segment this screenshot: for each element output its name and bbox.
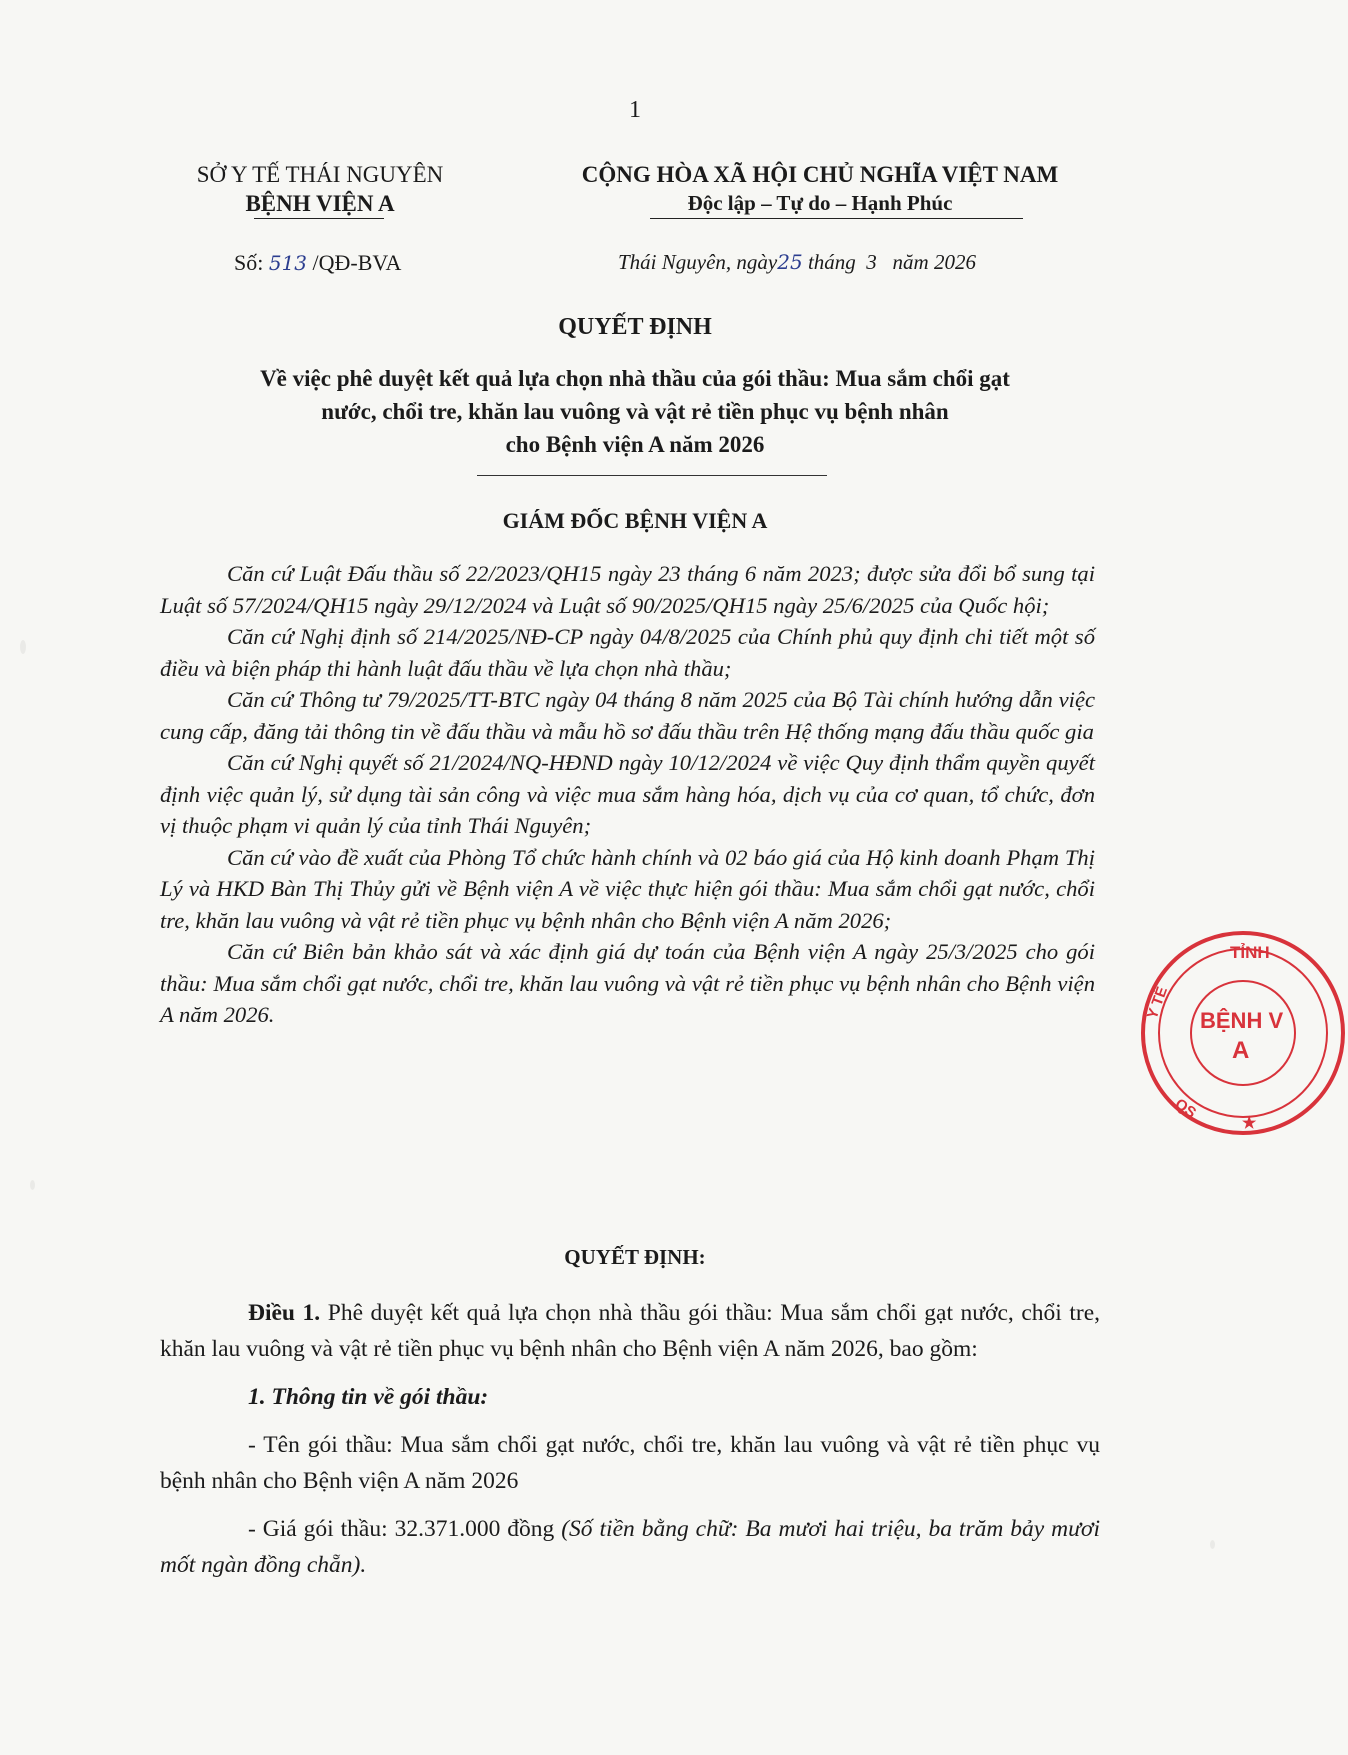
- package-price-in-words: (Số tiền bằng chữ: Ba mươi hai triệu, ba trăm bảy mươi mốt ngàn đồng chẵn).: [160, 1516, 1101, 1578]
- subject-line: Về việc phê duyệt kết quả lựa chọn nhà thầu của gói thầu: Mua sắm chổi gạt: [260, 366, 1010, 391]
- place-date: [618, 250, 976, 275]
- seal-inner-ring: [1159, 949, 1327, 1117]
- package-name: - Tên gói thầu: Mua sắm chổi gạt nước, chổi tre, khăn lau vuông và vật rẻ tiền phục vụ bệnh nhân cho Bệnh viện A năm 2026: [160, 1432, 1100, 1494]
- decision-number: [234, 250, 401, 276]
- decision-number-suffix: /QĐ-BVA: [312, 250, 402, 275]
- national-title: CỘNG HÒA XÃ HỘI CHỦ NGHĨA VIỆT NAM: [581, 162, 1059, 187]
- place-date-day-handwritten: 25: [777, 250, 803, 274]
- official-seal: [1138, 928, 1348, 1138]
- legal-basis-item: Căn cứ Nghị định số 214/2025/NĐ-CP ngày 04/8/2025 của Chính phủ quy định chi tiết một số điều và biện pháp thi hành luật đấu thầu về lựa chọn nhà thầu;: [160, 624, 1095, 681]
- decision-number-handwritten: 513: [268, 251, 308, 275]
- motto-underline: [650, 218, 1023, 219]
- legal-basis-item: Căn cứ Luật Đấu thầu số 22/2023/QH15 ngày 23 tháng 6 năm 2023; được sửa đổi bổ sung tại Luật số 57/2024/QH15 ngày 29/12/2024 và Luật số 90/2025/QH15 ngày 25/6/2025 của Quốc hội;: [160, 561, 1095, 618]
- seal-star: ★: [1242, 1115, 1257, 1132]
- decision-number-prefix: Số:: [234, 250, 264, 275]
- article-1-label: Điều 1.: [248, 1300, 321, 1326]
- seal-center-ring: [1191, 981, 1295, 1085]
- scan-mark: [1210, 1540, 1215, 1549]
- seal-text-center: BỆNH V: [1200, 1008, 1284, 1033]
- document-subject: [160, 362, 1110, 461]
- authority-heading: GIÁM ĐỐC BỆNH VIỆN A: [502, 508, 768, 533]
- seal-text-top: TỈNH: [1230, 943, 1270, 962]
- seal-text-bottom: QS: [1171, 1095, 1200, 1122]
- national-header: [540, 160, 1100, 218]
- legal-basis-item: Căn cứ vào đề xuất của Phòng Tổ chức hành chính và 02 báo giá của Hộ kinh doanh Phạm Thị Lý và HKD Bàn Thị Thủy gửi về Bệnh viện A về việc thực hiện gói thầu: Mua sắm chổi gạt nước, chổi tre, khăn lau vuông và vật rẻ tiền phục vụ bệnh nhân cho Bệnh viện A năm 2026;: [160, 844, 1095, 933]
- package-price-text: - Giá gói thầu: 32.371.000 đồng: [248, 1516, 555, 1542]
- article-1-text: Phê duyệt kết quả lựa chọn nhà thầu gói thầu: Mua sắm chổi gạt nước, chổi tre, khăn lau vuông và vật rẻ tiền phục vụ bệnh nhân cho Bệnh viện A năm 2026, bao gồm:: [160, 1300, 1101, 1362]
- issuer-underline: [254, 218, 384, 219]
- decision-body: [160, 1295, 1100, 1583]
- scan-mark: [20, 640, 26, 654]
- page-number: 1: [629, 97, 641, 123]
- issuer-agency: SỞ Y TẾ THÁI NGUYÊN: [196, 162, 444, 187]
- seal-text-center-2: A: [1232, 1037, 1250, 1064]
- legal-basis-item: Căn cứ Biên bản khảo sát và xác định giá dự toán của Bệnh viện A ngày 25/3/2025 cho gói thầu: Mua sắm chổi gạt nước, chổi tre, khăn lau vuông và vật rẻ tiền phục vụ bệnh nhân cho Bệnh viện A năm 2026.: [160, 939, 1095, 1027]
- national-motto: Độc lập – Tự do – Hạnh Phúc: [687, 191, 953, 215]
- issuer-block: [150, 160, 490, 218]
- scan-mark: [30, 1180, 35, 1190]
- subject-line: nước, chổi tre, khăn lau vuông và vật rẻ tiền phục vụ bệnh nhân: [321, 399, 949, 424]
- place-date-prefix: Thái Nguyên, ngày: [618, 250, 778, 274]
- subject-rule: [477, 475, 827, 476]
- subject-line: cho Bệnh viện A năm 2026: [505, 432, 765, 457]
- seal-text-left: Y TẾ: [1143, 984, 1172, 1022]
- place-date-rest: tháng 3 năm 2026: [807, 250, 976, 274]
- legal-basis-item: Căn cứ Thông tư 79/2025/TT-BTC ngày 04 tháng 8 năm 2025 của Bộ Tài chính hướng dẫn việc cung cấp, đăng tải thông tin về đấu thầu và mẫu hồ sơ đấu thầu trên Hệ thống mạng đấu thầu quốc gia: [160, 687, 1095, 744]
- document-type: QUYẾT ĐỊNH: [558, 314, 712, 340]
- legal-basis-item: Căn cứ Nghị quyết số 21/2024/NQ-HĐND ngày 10/12/2024 về việc Quy định thẩm quyền quyết định việc quản lý, sử dụng tài sản công và việc mua sắm hàng hóa, dịch vụ của cơ quan, tổ chức, đơn vị thuộc phạm vi quản lý của tỉnh Thái Nguyên;: [160, 750, 1095, 838]
- decides-heading: QUYẾT ĐỊNH:: [564, 1245, 706, 1269]
- legal-bases: [160, 558, 1095, 1031]
- package-price: [160, 1511, 1100, 1583]
- issuer-unit: BỆNH VIỆN A: [245, 191, 395, 216]
- article-1: [160, 1295, 1100, 1367]
- seal-outer-ring: [1143, 933, 1343, 1133]
- section-1-title: 1. Thông tin về gói thầu:: [248, 1384, 489, 1410]
